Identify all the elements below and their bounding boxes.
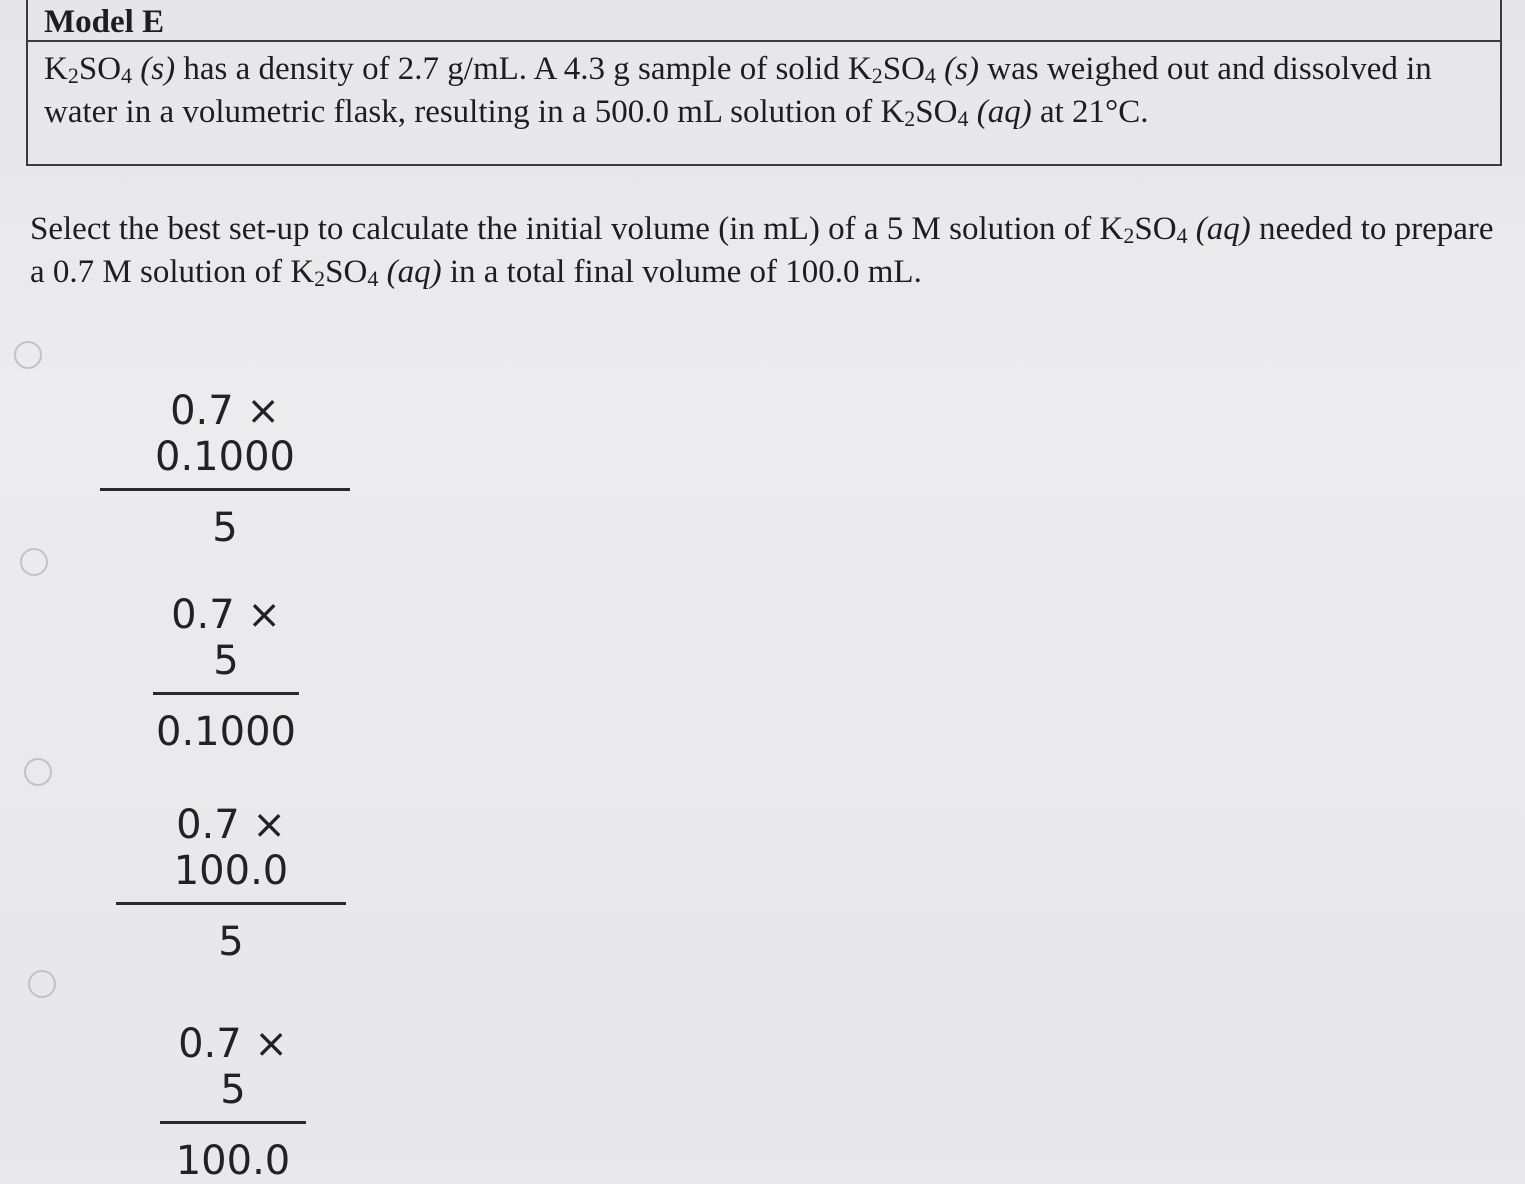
question-text bbox=[30, 208, 1510, 294]
option-d-radio[interactable] bbox=[28, 970, 56, 998]
option-a-radio[interactable] bbox=[14, 341, 42, 369]
option-b-denominator: 0.1000 bbox=[156, 709, 296, 755]
option-b-numerator: 0.7 × 5 bbox=[153, 592, 299, 695]
option-b-fraction[interactable] bbox=[153, 592, 299, 755]
formula-k: K bbox=[847, 51, 872, 87]
state-label: (aq) bbox=[1195, 211, 1251, 247]
formula-sub: 4 bbox=[367, 266, 379, 291]
formula-sub: 2 bbox=[1123, 223, 1135, 248]
formula-so: SO bbox=[1134, 211, 1177, 247]
option-a-denominator: 5 bbox=[212, 505, 238, 551]
formula-so: SO bbox=[882, 51, 925, 87]
formula-sub: 4 bbox=[957, 106, 969, 131]
state-label: (aq) bbox=[386, 254, 442, 290]
formula-sub: 2 bbox=[67, 63, 79, 88]
text-segment: in a total final volume of 100.0 mL. bbox=[441, 254, 922, 290]
text-segment: was weighed out and dissolved in water in a volumetric flask, resulting in a 500.0 mL solution of bbox=[44, 51, 1432, 130]
formula-k: K bbox=[880, 94, 905, 130]
formula-sub: 2 bbox=[871, 63, 883, 88]
option-c-radio[interactable] bbox=[24, 758, 52, 786]
formula-sub: 4 bbox=[121, 63, 133, 88]
model-title: Model E bbox=[28, 0, 1500, 42]
option-c-denominator: 5 bbox=[218, 919, 244, 965]
option-b-radio[interactable] bbox=[20, 548, 48, 576]
option-d-fraction[interactable] bbox=[160, 1021, 306, 1184]
option-a-numerator: 0.7 × 0.1000 bbox=[100, 388, 350, 491]
formula-so: SO bbox=[78, 51, 122, 87]
formula-k: K bbox=[1099, 211, 1124, 247]
formula-so: SO bbox=[915, 94, 958, 130]
text-segment: at 21°C. bbox=[1031, 94, 1149, 130]
model-box bbox=[26, 0, 1502, 166]
formula-sub: 2 bbox=[904, 106, 916, 131]
state-label: (s) bbox=[944, 51, 979, 87]
state-label: (aq) bbox=[976, 94, 1032, 130]
formula-sub: 2 bbox=[314, 266, 326, 291]
option-c-fraction[interactable] bbox=[116, 802, 346, 965]
text-segment: has a density of 2.7 g/mL. A 4.3 g sample of solid bbox=[175, 51, 848, 87]
formula-k: K bbox=[44, 51, 68, 87]
option-d-numerator: 0.7 × 5 bbox=[160, 1021, 306, 1124]
state-label: (s) bbox=[140, 51, 176, 87]
model-description bbox=[28, 42, 1500, 134]
formula-so: SO bbox=[325, 254, 368, 290]
formula-k: K bbox=[290, 254, 315, 290]
option-c-numerator: 0.7 × 100.0 bbox=[116, 802, 346, 905]
text-segment: Select the best set-up to calculate the initial volume (in mL) of a 5 M solution of bbox=[30, 211, 1100, 247]
option-d-denominator: 100.0 bbox=[175, 1138, 291, 1184]
formula-sub: 4 bbox=[924, 63, 936, 88]
text-segment: needed to prepare a 0.7 M solution of bbox=[30, 211, 1494, 290]
option-a-fraction[interactable] bbox=[100, 388, 350, 551]
formula-sub: 4 bbox=[1176, 223, 1188, 248]
